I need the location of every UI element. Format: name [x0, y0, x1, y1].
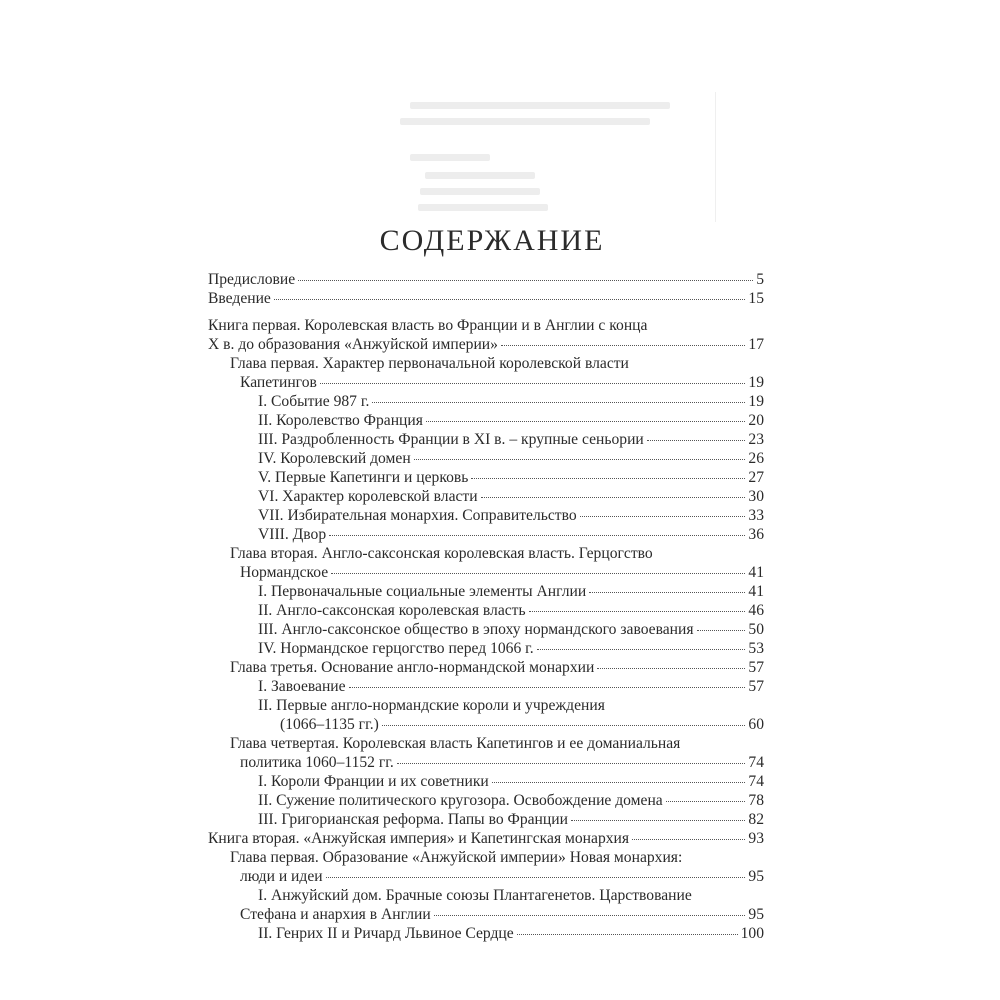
toc-entry-title: I. Первоначальные социальные элементы Англии [258, 583, 587, 600]
toc-entry [208, 677, 764, 696]
toc-page-number: 19 [748, 374, 764, 391]
toc-entry [208, 411, 764, 430]
toc-leader-dots [426, 420, 746, 422]
toc-page-number: 93 [748, 830, 764, 847]
toc-entry [208, 487, 764, 506]
toc-entry-title: Введение [208, 290, 271, 307]
toc-entry [208, 639, 764, 658]
toc-leader-dots [331, 572, 745, 574]
toc-entry-title: III. Раздробленность Франции в XI в. – крупные сеньории [258, 431, 644, 448]
toc-leader-dots [632, 838, 745, 840]
toc-page-number: 57 [748, 659, 764, 676]
toc-entry-title: люди и идеи [240, 868, 323, 885]
toc-entry [208, 373, 764, 392]
toc-entry-title: Глава третья. Основание англо-нормандской монархии [230, 659, 595, 676]
toc-entry-title: IV. Королевский домен [258, 450, 411, 467]
toc-entry [208, 715, 764, 734]
toc-entry-title: II. Королевство Франция [258, 412, 423, 429]
toc-page-number: 95 [748, 906, 764, 923]
toc-entry [208, 791, 764, 810]
toc-page-number: 33 [748, 507, 764, 524]
toc-leader-dots [329, 534, 745, 536]
toc-leader-dots [397, 762, 746, 764]
toc-page-number: 30 [748, 488, 764, 505]
toc-page-number: 5 [756, 271, 764, 288]
toc-leader-dots [647, 439, 746, 441]
toc-page-number: 74 [748, 754, 764, 771]
toc-leader-dots [571, 819, 745, 821]
toc-entry-title: III. Англо-саксонское общество в эпоху нормандского завоевания [258, 621, 694, 638]
toc-entry [208, 905, 764, 924]
toc-entry-title: Капетингов [240, 374, 317, 391]
toc-entry-title: IV. Нормандское герцогство перед 1066 г. [258, 640, 534, 657]
toc-page-number: 20 [748, 412, 764, 429]
toc-page-number: 53 [748, 640, 764, 657]
toc-entry [208, 734, 764, 753]
toc-leader-dots [298, 279, 753, 281]
toc-page-number: 74 [748, 773, 764, 790]
toc-leader-dots [349, 686, 746, 688]
toc-page-number: 36 [748, 526, 764, 543]
toc-page-number: 27 [748, 469, 764, 486]
toc-entry [208, 563, 764, 582]
toc-entry [208, 392, 764, 411]
toc-page-number: 26 [748, 450, 764, 467]
toc-entry-title: Предисловие [208, 271, 296, 288]
toc-page-number: 41 [748, 583, 764, 600]
toc-entry-title: III. Григорианская реформа. Папы во Франции [258, 811, 568, 828]
toc-entry [208, 582, 764, 601]
toc-page-number: 60 [748, 716, 764, 733]
toc-entry [208, 335, 764, 354]
toc-leader-dots [326, 876, 746, 878]
toc-entry-title: VI. Характер королевской власти [258, 488, 478, 505]
toc-entry [208, 544, 764, 563]
toc-entry [208, 753, 764, 772]
toc-entry-title: Книга вторая. «Анжуйская империя» и Капетингская монархия [208, 830, 630, 847]
toc-page-number: 57 [748, 678, 764, 695]
toc-entry [208, 525, 764, 544]
toc-entry [208, 430, 764, 449]
toc-entry-title: II. Генрих II и Ричард Львиное Сердце [258, 925, 514, 942]
toc-entry [208, 270, 764, 289]
toc-leader-dots [697, 629, 746, 631]
toc-entry-title: Глава первая. Образование «Анжуйской империи» Новая монархия: [230, 849, 683, 866]
toc-entry-title: I. Завоевание [258, 678, 346, 695]
toc-page-number: 46 [748, 602, 764, 619]
toc-entry [208, 829, 764, 848]
toc-entry [208, 316, 764, 335]
toc-leader-dots [517, 933, 738, 935]
toc-entry [208, 658, 764, 677]
toc-entry-title: политика 1060–1152 гг. [240, 754, 394, 771]
toc-entry-title: Стефана и анархия в Англии [240, 906, 431, 923]
toc-entry-title: I. Анжуйский дом. Брачные союзы Плантагенетов. Царствование [258, 887, 692, 904]
toc-leader-dots [382, 724, 746, 726]
toc-entry [208, 449, 764, 468]
show-through-text [370, 92, 716, 222]
toc-entry-title: VIII. Двор [258, 526, 327, 543]
toc-page-number: 19 [748, 393, 764, 410]
toc-entry-title: Глава первая. Характер первоначальной королевской власти [230, 355, 629, 372]
toc-entry-title: V. Первые Капетинги и церковь [258, 469, 469, 486]
toc-page-number: 23 [748, 431, 764, 448]
toc-entry-title: I. Короли Франции и их советники [258, 773, 489, 790]
toc-entry-title: Глава вторая. Англо-саксонская королевская власть. Герцогство [230, 545, 653, 562]
toc-entry [208, 289, 764, 308]
toc-leader-dots [492, 781, 746, 783]
toc-leader-dots [666, 800, 746, 802]
toc-page-number: 78 [748, 792, 764, 809]
toc-leader-dots [529, 610, 746, 612]
toc-leader-dots [589, 591, 745, 593]
toc-entry [208, 468, 764, 487]
toc-leader-dots [597, 667, 745, 669]
toc-entry [208, 354, 764, 373]
toc-gap [208, 308, 764, 316]
toc-entry-title: VII. Избирательная монархия. Соправительство [258, 507, 577, 524]
toc-leader-dots [320, 382, 746, 384]
toc-page-number: 50 [748, 621, 764, 638]
toc-leader-dots [501, 344, 745, 346]
toc-entry [208, 886, 764, 905]
toc-page-number: 95 [748, 868, 764, 885]
toc-page-number: 82 [748, 811, 764, 828]
toc-entry-title: (1066–1135 гг.) [280, 716, 379, 733]
toc-leader-dots [471, 477, 745, 479]
toc-entry [208, 696, 764, 715]
toc-page-number: 100 [740, 925, 764, 942]
toc-leader-dots [274, 298, 746, 300]
toc-leader-dots [580, 515, 746, 517]
toc-entry-title: II. Англо-саксонская королевская власть [258, 602, 526, 619]
toc-leader-dots [434, 914, 746, 916]
toc-entry [208, 601, 764, 620]
toc-leader-dots [537, 648, 746, 650]
toc-entry-title: Нормандское [240, 564, 329, 581]
toc-leader-dots [414, 458, 746, 460]
toc-entry-title: II. Сужение политического кругозора. Освобождение домена [258, 792, 663, 809]
toc-entry-title: II. Первые англо-нормандские короли и учреждения [258, 697, 605, 714]
toc-entry-title: X в. до образования «Анжуйской империи» [208, 336, 498, 353]
toc-entry [208, 810, 764, 829]
toc-entry [208, 867, 764, 886]
toc-entry [208, 848, 764, 867]
toc-entry [208, 620, 764, 639]
table-of-contents [208, 270, 764, 943]
toc-leader-dots [481, 496, 746, 498]
toc-page-number: 15 [748, 290, 764, 307]
toc-page-number: 17 [748, 336, 764, 353]
toc-entry-title: Книга первая. Королевская власть во Франции и в Англии с конца [208, 317, 648, 334]
toc-entry-title: Глава четвертая. Королевская власть Капетингов и ее доманиальная [230, 735, 681, 752]
toc-entry [208, 924, 764, 943]
page-title: СОДЕРЖАНИЕ [379, 224, 605, 257]
toc-page-number: 41 [748, 564, 764, 581]
toc-entry-title: I. Событие 987 г. [258, 393, 370, 410]
toc-entry [208, 506, 764, 525]
toc-entry [208, 772, 764, 791]
toc-leader-dots [372, 401, 745, 403]
